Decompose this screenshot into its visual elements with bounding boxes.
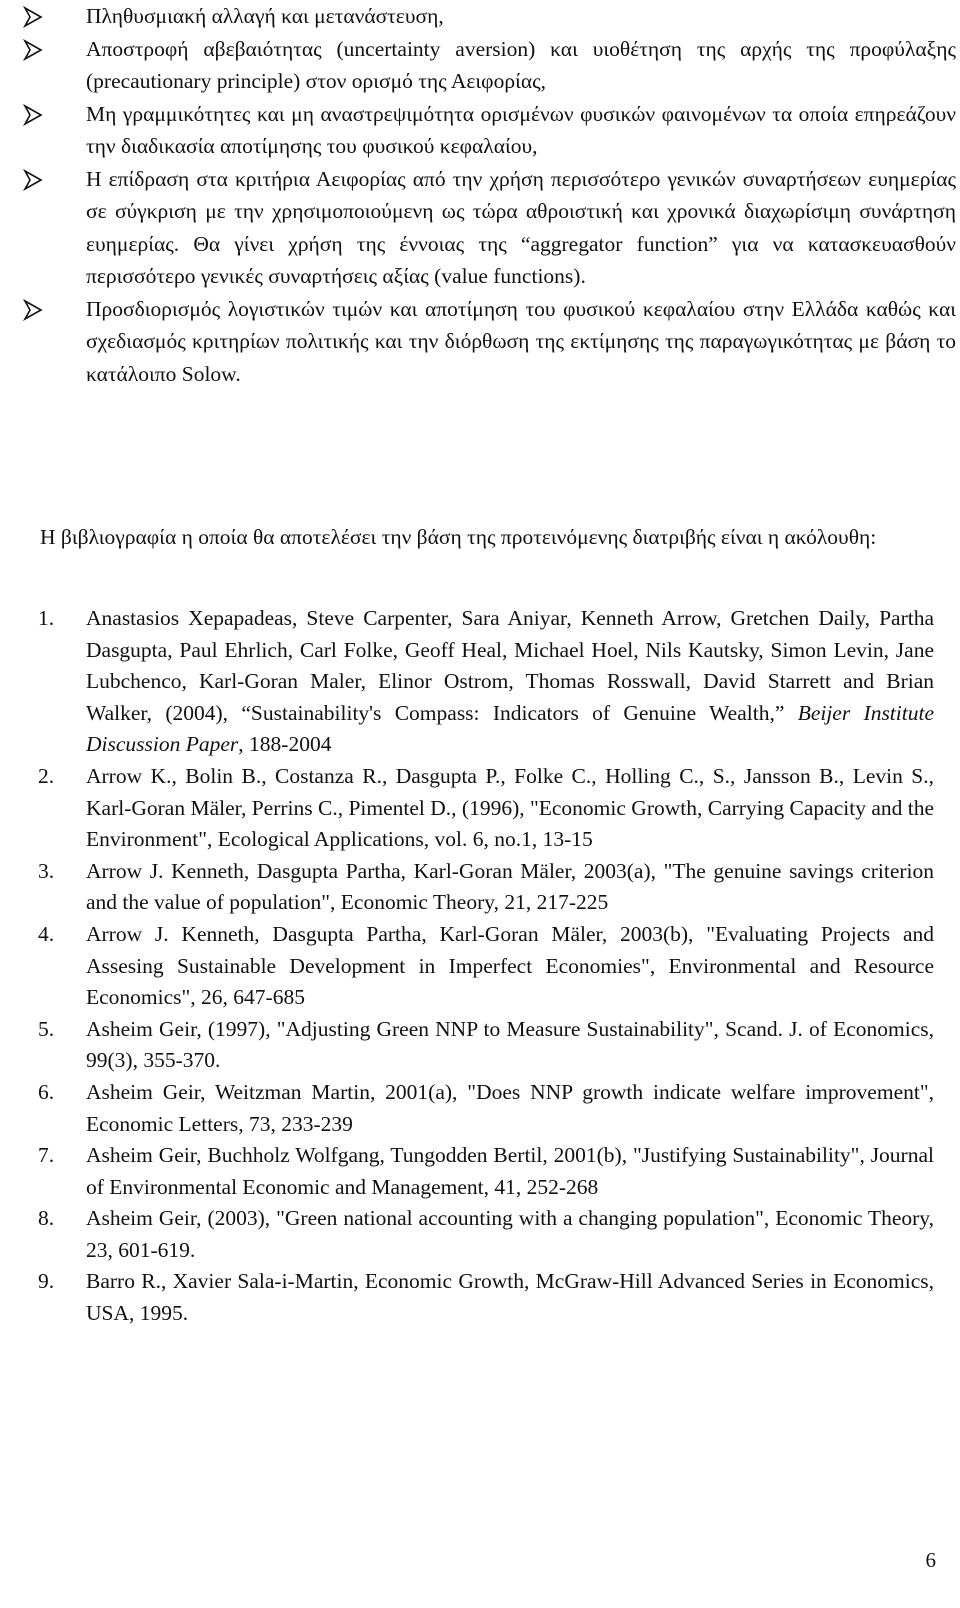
bullet-item (22, 33, 956, 98)
bullet-item (22, 98, 956, 163)
reference-item (38, 1266, 956, 1329)
topic-bullet-list (22, 0, 956, 390)
reference-item (38, 603, 956, 761)
reference-text: Asheim Geir, (1997), "Adjusting Green NNP to Measure Sustainability", Scand. J. of Economics, 99(3), 355-370. (86, 1016, 934, 1073)
reference-number: 2. (38, 763, 55, 788)
reference-number: 6. (38, 1079, 55, 1104)
reference-number: 1. (38, 606, 55, 630)
reference-text: Arrow J. Kenneth, Dasgupta Partha, Karl-Goran Mäler, 2003(b), "Evaluating Projects and Assesing Sustainable Development in Imperfect Economies", Environmental and Resource Economics", 26, 647-685 (86, 921, 934, 1010)
arrow-bullet-icon (22, 39, 44, 61)
reference-item (38, 919, 956, 1014)
reference-item (38, 1140, 956, 1203)
bullet-item (22, 293, 956, 391)
reference-number: 3. (38, 858, 55, 883)
reference-text: Asheim Geir, (2003), "Green national accounting with a changing population", Economic Theory, 23, 601-619. (86, 1206, 934, 1262)
bullet-text: Αποστροφή αβεβαιότητας (uncertainty aversion) και υιοθέτηση της αρχής της προφύλαξης (precautionary principle) στον ορισμό της Αειφορίας, (86, 36, 956, 93)
reference-item (38, 761, 956, 856)
bullet-text: Προσδιορισμός λογιστικών τιμών και αποτίμηση του φυσικού κεφαλαίου στην Ελλάδα καθώς και σχεδιασμός κριτηρίων πολιτικής και την διόρθωση της εκτίμησης της παραγωγικότητας με βάση το κατάλοιπο Solow. (86, 296, 956, 386)
reference-number: 8. (38, 1206, 55, 1231)
reference-item (38, 1014, 956, 1077)
page-number: 6 (925, 1548, 936, 1572)
arrow-bullet-icon (22, 6, 44, 28)
reference-body: Anastasios Xepapadeas, Steve Carpenter, Sara Aniyar, Kenneth Arrow, Gretchen Daily, Partha Dasgupta, Paul Ehrlich, Carl Folke, Geoff Heal, Michael Hoel, Nils Kautsky, Simon Levin, Jane Lubchenco, Karl-Goran Maler, Elinor Ostrom, Thomas Rosswall, David Starrett and Brian Walker, (2004), “Sustainability's Compass: Indicators of Genuine Wealth,” (86, 606, 934, 725)
arrow-bullet-icon (22, 299, 44, 321)
reference-text: Barro R., Xavier Sala-i-Martin, Economic Growth, McGraw-Hill Advanced Series in Economics, USA, 1995. (86, 1269, 934, 1326)
reference-text: Arrow K., Bolin B., Costanza R., Dasgupta P., Folke C., Holling C., S., Jansson B., Levin S., Karl-Goran Mäler, Perrins C., Pimentel D., (1996), "Economic Growth, Carrying Capacity and the Environment", Ecological Applications, vol. 6, no.1, 13-15 (86, 763, 935, 852)
arrow-bullet-icon (22, 104, 44, 126)
bullet-text: Μη γραμμικότητες και μη αναστρεψιμότητα ορισμένων φυσικών φαινομένων τα οποία επηρεάζουν την διαδικασία αποτίμησης του φυσικού κεφαλαίου, (86, 101, 956, 158)
reference-tail: , 188-2004 (238, 732, 332, 757)
bullet-text: Η επίδραση στα κριτήρια Αειφορίας από την χρήση περισσότερο γενικών συναρτήσεων ευημερίας σε σύγκριση με την χρησιμοποιούμενη ως τώρα αθροιστική και χρονικά διαχωρίσιμη συνάρτηση ευημερίας. Θα γίνει χρήση της έννοιας της “aggregator function” για να κατασκευασθούν περισσότερο γενικές συναρτήσεις αξίας (value functions). (86, 166, 956, 288)
reference-text: Asheim Geir, Buchholz Wolfgang, Tungodden Bertil, 2001(b), "Justifying Sustainability", Journal of Environmental Economic and Management, 41, 252-268 (86, 1143, 934, 1199)
reference-text: Arrow J. Kenneth, Dasgupta Partha, Karl-Goran Mäler, 2003(a), "The genuine savings criterion and the value of population", Economic Theory, 21, 217-225 (86, 858, 934, 915)
reference-list (38, 603, 956, 1330)
reference-item (38, 1077, 956, 1140)
reference-number: 5. (38, 1016, 55, 1041)
reference-number: 7. (38, 1143, 55, 1168)
reference-item (38, 856, 956, 919)
bibliography-intro: Η βιβλιογραφία η οποία θα αποτελέσει την βάση της προτεινόμενης διατριβής είναι η ακόλουθη: (40, 525, 877, 549)
reference-italic-title: Beijer Institute Discussion Paper (86, 700, 934, 757)
reference-number: 4. (38, 921, 55, 946)
arrow-bullet-icon (22, 169, 44, 191)
bullet-item (22, 163, 956, 293)
reference-text (86, 603, 934, 761)
bullet-text: Πληθυσμιακή αλλαγή και μετανάστευση, (86, 4, 444, 28)
reference-number: 9. (38, 1269, 55, 1294)
reference-item (38, 1203, 956, 1266)
reference-text: Asheim Geir, Weitzman Martin, 2001(a), "Does NNP growth indicate welfare improvement", Economic Letters, 73, 233-239 (86, 1079, 934, 1136)
bullet-item (22, 0, 956, 33)
